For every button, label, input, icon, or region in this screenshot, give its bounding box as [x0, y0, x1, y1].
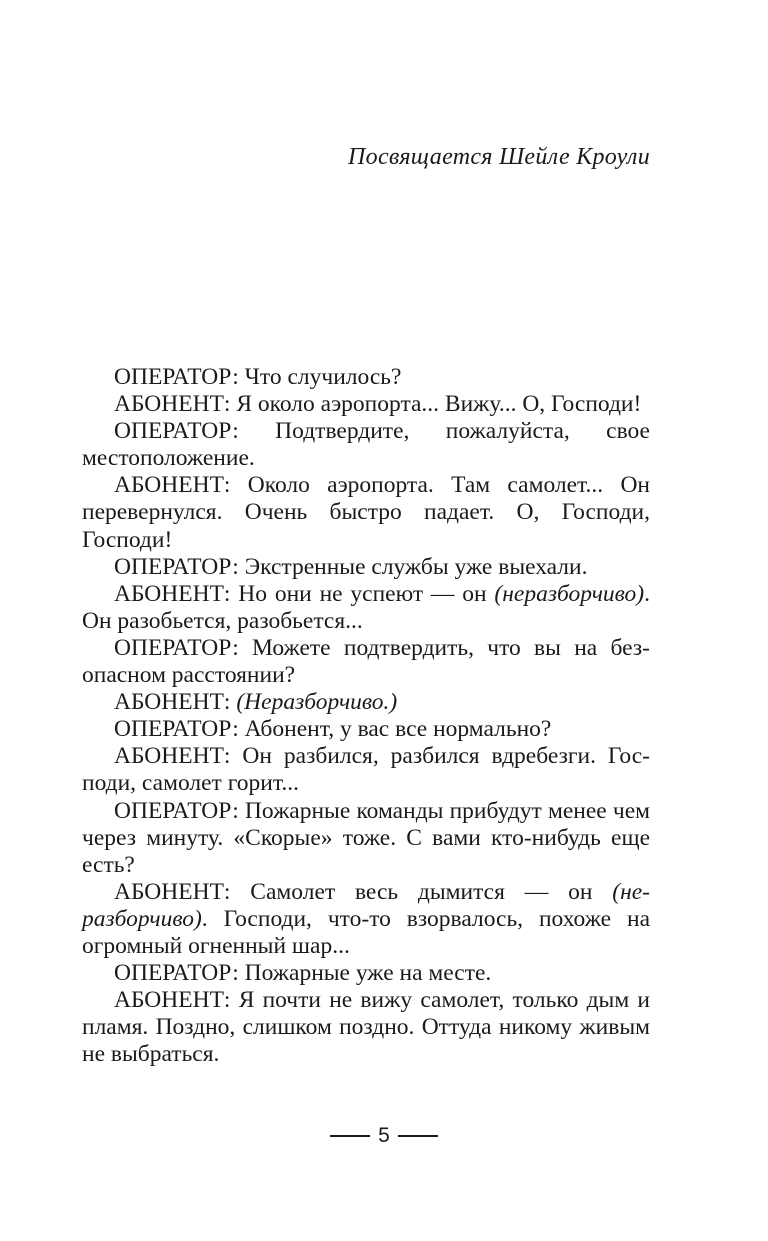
- page-number-right-dash: [398, 1135, 438, 1137]
- dialogue-block: [82, 364, 650, 1068]
- speaker-label: ОПЕРАТОР:: [114, 553, 239, 580]
- speaker-label: АБОНЕНТ:: [114, 689, 231, 716]
- dialogue-line: [82, 391, 650, 418]
- line-italic-note: (Неразборчиво.): [236, 689, 398, 716]
- line-text: Я около аэропорта... Вижу... О, Господи!: [230, 391, 642, 418]
- dialogue-line: [82, 635, 650, 689]
- speaker-label: ОПЕРАТОР:: [114, 960, 239, 987]
- page-number: [0, 1124, 768, 1148]
- dialogue-line: [82, 987, 650, 1068]
- dialogue-line: [82, 960, 650, 987]
- speaker-label: АБОНЕНТ:: [114, 391, 231, 418]
- page-number-left-dash: [330, 1135, 370, 1137]
- speaker-label: АБОНЕНТ:: [114, 472, 231, 499]
- speaker-label: АБОНЕНТ:: [114, 987, 231, 1014]
- speaker-label: ОПЕРАТОР:: [114, 634, 239, 661]
- dialogue-line: [82, 879, 650, 960]
- dialogue-line: [82, 418, 650, 472]
- speaker-label: ОПЕРАТОР:: [114, 797, 239, 824]
- dedication: Посвящается Шейле Кроули: [348, 144, 650, 170]
- page-number-value: 5: [378, 1124, 390, 1147]
- line-text-after: . Господи, что-то взорвалось, похоже на огромный огненный шар...: [82, 905, 650, 959]
- line-text: Экстренные службы уже выехали.: [238, 553, 588, 580]
- dialogue-line: [82, 472, 650, 553]
- dialogue-line: [82, 364, 650, 391]
- line-text: Я почти не вижу самолет, только дым и пламя. Поздно, слишком поздно. Оттуда никому живым не выбраться.: [82, 987, 650, 1068]
- line-italic-note: (неразборчиво): [494, 580, 645, 607]
- line-text: Абонент, у вас все нормально?: [238, 716, 552, 743]
- speaker-label: АБОНЕНТ:: [114, 580, 231, 607]
- line-text: Самолет весь дымится — он: [230, 878, 613, 905]
- dialogue-line: [82, 716, 650, 743]
- line-text: Можете подтвердить, что вы на безопасном расстоянии?: [82, 634, 650, 689]
- dialogue-line: [82, 554, 650, 581]
- speaker-label: АБОНЕНТ:: [114, 743, 231, 770]
- dialogue-line: [82, 798, 650, 879]
- speaker-label: ОПЕРАТОР:: [114, 364, 239, 390]
- dialogue-line: [82, 743, 650, 797]
- line-italic-note: (неразборчиво): [82, 878, 650, 932]
- dialogue-line: [82, 689, 650, 716]
- line-text: Около аэропорта. Там самолет... Он перевернулся. Очень быстро падает. О, Господи, Господи!: [82, 472, 650, 553]
- line-text: Что случилось?: [238, 364, 402, 390]
- speaker-label: ОПЕРАТОР:: [114, 418, 239, 445]
- dialogue-line: [82, 581, 650, 635]
- line-text: Пожарные уже на месте.: [238, 960, 492, 987]
- line-text: Он разбился, разбился вдребезги. Господи, самолет горит...: [82, 743, 650, 797]
- line-text: Подтвердите, пожалуйста, свое местоположение.: [82, 418, 650, 472]
- line-text-after: . Он разобьется, разобьется...: [82, 580, 650, 634]
- line-text: Пожарные команды прибудут менее чем через минуту. «Скорые» тоже. С вами кто-нибудь еще есть?: [82, 797, 650, 878]
- line-text: Но они не успеют — он: [230, 580, 495, 607]
- speaker-label: АБОНЕНТ:: [114, 878, 231, 905]
- speaker-label: ОПЕРАТОР:: [114, 716, 239, 743]
